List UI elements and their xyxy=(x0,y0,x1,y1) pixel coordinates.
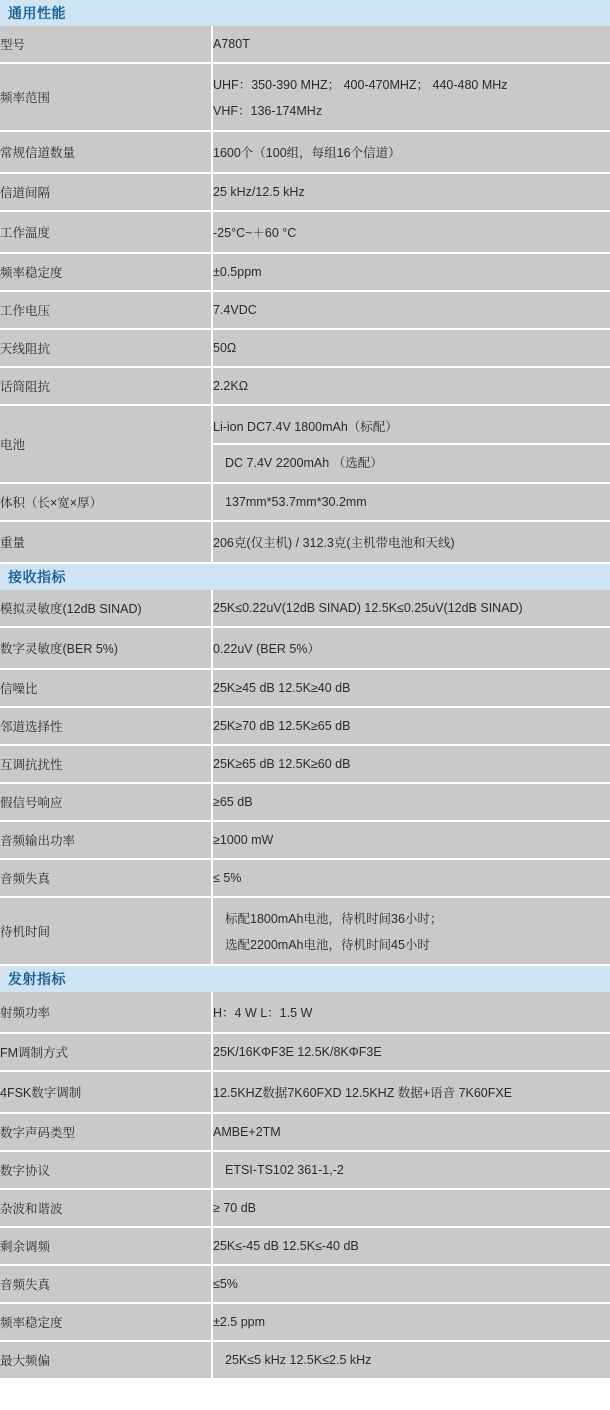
spec-value xyxy=(212,173,610,211)
spec-value-line: VHF：136-174MHz xyxy=(213,104,323,118)
spec-value xyxy=(212,1189,610,1227)
spec-value-line: 25K≤5 kHz 12.5K≤2.5 kHz xyxy=(225,1353,372,1367)
table-row xyxy=(0,1113,610,1151)
spec-label: 数字协议 xyxy=(0,1151,212,1189)
spec-label: 假信号响应 xyxy=(0,783,212,821)
table-row xyxy=(0,1151,610,1189)
table-row xyxy=(0,329,610,367)
spec-value xyxy=(212,405,610,483)
spec-label: 待机时间 xyxy=(0,897,212,965)
table-row xyxy=(0,783,610,821)
table-row xyxy=(0,483,610,521)
spec-value xyxy=(212,1227,610,1265)
spec-label: 互调抗扰性 xyxy=(0,745,212,783)
table-row xyxy=(0,1189,610,1227)
table-row xyxy=(0,253,610,291)
spec-value xyxy=(212,821,610,859)
table-row xyxy=(0,1265,610,1303)
spec-value xyxy=(212,859,610,897)
spec-label: 频率稳定度 xyxy=(0,253,212,291)
spec-label: 信噪比 xyxy=(0,669,212,707)
spec-value-line: 137mm*53.7mm*30.2mm xyxy=(225,495,367,509)
table-row xyxy=(0,291,610,329)
table-row xyxy=(0,707,610,745)
spec-value xyxy=(212,291,610,329)
spec-value-line: 25K≥45 dB 12.5K≥40 dB xyxy=(213,681,351,695)
spec-value-line: DC 7.4V 2200mAh （选配） xyxy=(213,443,610,475)
spec-value-line: ≥65 dB xyxy=(213,795,253,809)
spec-value-line: 12.5KHZ数据7K60FXD 12.5KHZ 数据+语音 7K60FXE xyxy=(213,1086,513,1100)
spec-value-line: 25 kHz/12.5 kHz xyxy=(213,185,305,199)
spec-value xyxy=(212,707,610,745)
spec-value xyxy=(212,745,610,783)
spec-label: 体积（长×宽×厚） xyxy=(0,483,212,521)
spec-label: 杂波和谐波 xyxy=(0,1189,212,1227)
spec-value xyxy=(212,367,610,405)
spec-label: 最大频偏 xyxy=(0,1341,212,1379)
spec-label: 模拟灵敏度(12dB SINAD) xyxy=(0,590,212,627)
table-row xyxy=(0,745,610,783)
spec-value-line: 25K≤0.22uV(12dB SINAD) 12.5K≤0.25uV(12dB SINAD) xyxy=(213,601,523,615)
spec-value-line: 标配1800mAh电池，待机时间36小时； xyxy=(225,912,443,926)
spec-label: 工作电压 xyxy=(0,291,212,329)
spec-value xyxy=(212,1151,610,1189)
section-header: 通用性能 xyxy=(0,0,610,26)
spec-label: 重量 xyxy=(0,521,212,563)
section-header: 接收指标 xyxy=(0,564,610,590)
spec-value xyxy=(212,211,610,253)
spec-label: 电池 xyxy=(0,405,212,483)
spec-label: 音频失真 xyxy=(0,1265,212,1303)
spec-label: FM调制方式 xyxy=(0,1033,212,1071)
spec-label: 话筒阻抗 xyxy=(0,367,212,405)
spec-value xyxy=(212,483,610,521)
spec-value-line: Li-ion DC7.4V 1800mAh（标配） xyxy=(213,420,398,434)
spec-label: 天线阻抗 xyxy=(0,329,212,367)
spec-label: 数字灵敏度(BER 5%) xyxy=(0,627,212,669)
spec-value-line: ±2.5 ppm xyxy=(213,1315,266,1329)
table-row xyxy=(0,590,610,627)
spec-label: 音频输出功率 xyxy=(0,821,212,859)
spec-value xyxy=(212,329,610,367)
spec-value-line: 25K≤-45 dB 12.5K≤-40 dB xyxy=(213,1239,359,1253)
spec-value-line: ≤ 5% xyxy=(213,871,242,885)
spec-value-line: ETSI-TS102 361-1,-2 xyxy=(225,1163,344,1177)
spec-label: 工作温度 xyxy=(0,211,212,253)
table-row xyxy=(0,897,610,965)
table-row xyxy=(0,669,610,707)
spec-value-line: AMBE+2TM xyxy=(213,1125,281,1139)
spec-value xyxy=(212,63,610,131)
table-row xyxy=(0,211,610,253)
table-row xyxy=(0,992,610,1033)
spec-value xyxy=(212,897,610,965)
spec-value-line: 1600个（100组，每组16个信道） xyxy=(213,146,401,160)
spec-value xyxy=(212,992,610,1033)
spec-value-line: 25K≥65 dB 12.5K≥60 dB xyxy=(213,757,351,771)
spec-value-line: ≤5% xyxy=(213,1277,238,1291)
spec-value-line: 25K/16KΦF3E 12.5K/8KΦF3E xyxy=(213,1045,382,1059)
spec-value-line: 7.4VDC xyxy=(213,303,257,317)
spec-table xyxy=(0,992,610,1380)
spec-value xyxy=(212,627,610,669)
spec-label: 型号 xyxy=(0,26,212,63)
table-row xyxy=(0,627,610,669)
table-row xyxy=(0,521,610,563)
spec-label: 邻道选择性 xyxy=(0,707,212,745)
table-row xyxy=(0,1341,610,1379)
table-row xyxy=(0,63,610,131)
spec-value-line: UHF：350-390 MHZ； 400-470MHZ； 440-480 MHz xyxy=(213,78,508,92)
spec-value xyxy=(212,1265,610,1303)
spec-value xyxy=(212,131,610,173)
spec-value xyxy=(212,783,610,821)
spec-label: 频率范围 xyxy=(0,63,212,131)
table-row xyxy=(0,821,610,859)
spec-value-line: ±0.5ppm xyxy=(213,265,262,279)
table-row xyxy=(0,26,610,63)
spec-label: 数字声码类型 xyxy=(0,1113,212,1151)
spec-label: 4FSK数字调制 xyxy=(0,1071,212,1113)
table-row xyxy=(0,1033,610,1071)
spec-value xyxy=(212,26,610,63)
spec-value-line: 25K≥70 dB 12.5K≥65 dB xyxy=(213,719,351,733)
spec-label: 音频失真 xyxy=(0,859,212,897)
spec-table xyxy=(0,26,610,564)
spec-value xyxy=(212,590,610,627)
spec-value-line: 206克(仅主机) / 312.3克(主机带电池和天线) xyxy=(213,536,455,550)
spec-value xyxy=(212,1303,610,1341)
spec-value-line: 选配2200mAh电池，待机时间45小时 xyxy=(225,938,430,952)
table-row xyxy=(0,1227,610,1265)
spec-value xyxy=(212,1341,610,1379)
spec-label: 射频功率 xyxy=(0,992,212,1033)
spec-value xyxy=(212,253,610,291)
bottom-spacer xyxy=(0,1380,610,1410)
spec-value xyxy=(212,521,610,563)
spec-value-line: ≥1000 mW xyxy=(213,833,274,847)
spec-value xyxy=(212,1071,610,1113)
table-row xyxy=(0,1303,610,1341)
table-row xyxy=(0,131,610,173)
table-row xyxy=(0,1071,610,1113)
section-header: 发射指标 xyxy=(0,966,610,992)
spec-value-line: -25°C~＋60 °C xyxy=(213,226,297,240)
spec-value-line: ≥ 70 dB xyxy=(213,1201,256,1215)
spec-label: 常规信道数量 xyxy=(0,131,212,173)
table-row xyxy=(0,367,610,405)
spec-value xyxy=(212,669,610,707)
spec-label: 信道间隔 xyxy=(0,173,212,211)
spec-label: 剩余调频 xyxy=(0,1227,212,1265)
spec-value-line: 50Ω xyxy=(213,341,237,355)
table-row xyxy=(0,405,610,483)
spec-value xyxy=(212,1033,610,1071)
table-row xyxy=(0,859,610,897)
spec-value-line: A780T xyxy=(213,37,250,51)
spec-value xyxy=(212,1113,610,1151)
spec-value-line: 0.22uV (BER 5%） xyxy=(213,642,320,656)
table-row xyxy=(0,173,610,211)
spec-label: 频率稳定度 xyxy=(0,1303,212,1341)
spec-table xyxy=(0,590,610,966)
spec-value-line: H：4 W L：1.5 W xyxy=(213,1006,313,1020)
spec-value-line: 2.2KΩ xyxy=(213,379,249,393)
